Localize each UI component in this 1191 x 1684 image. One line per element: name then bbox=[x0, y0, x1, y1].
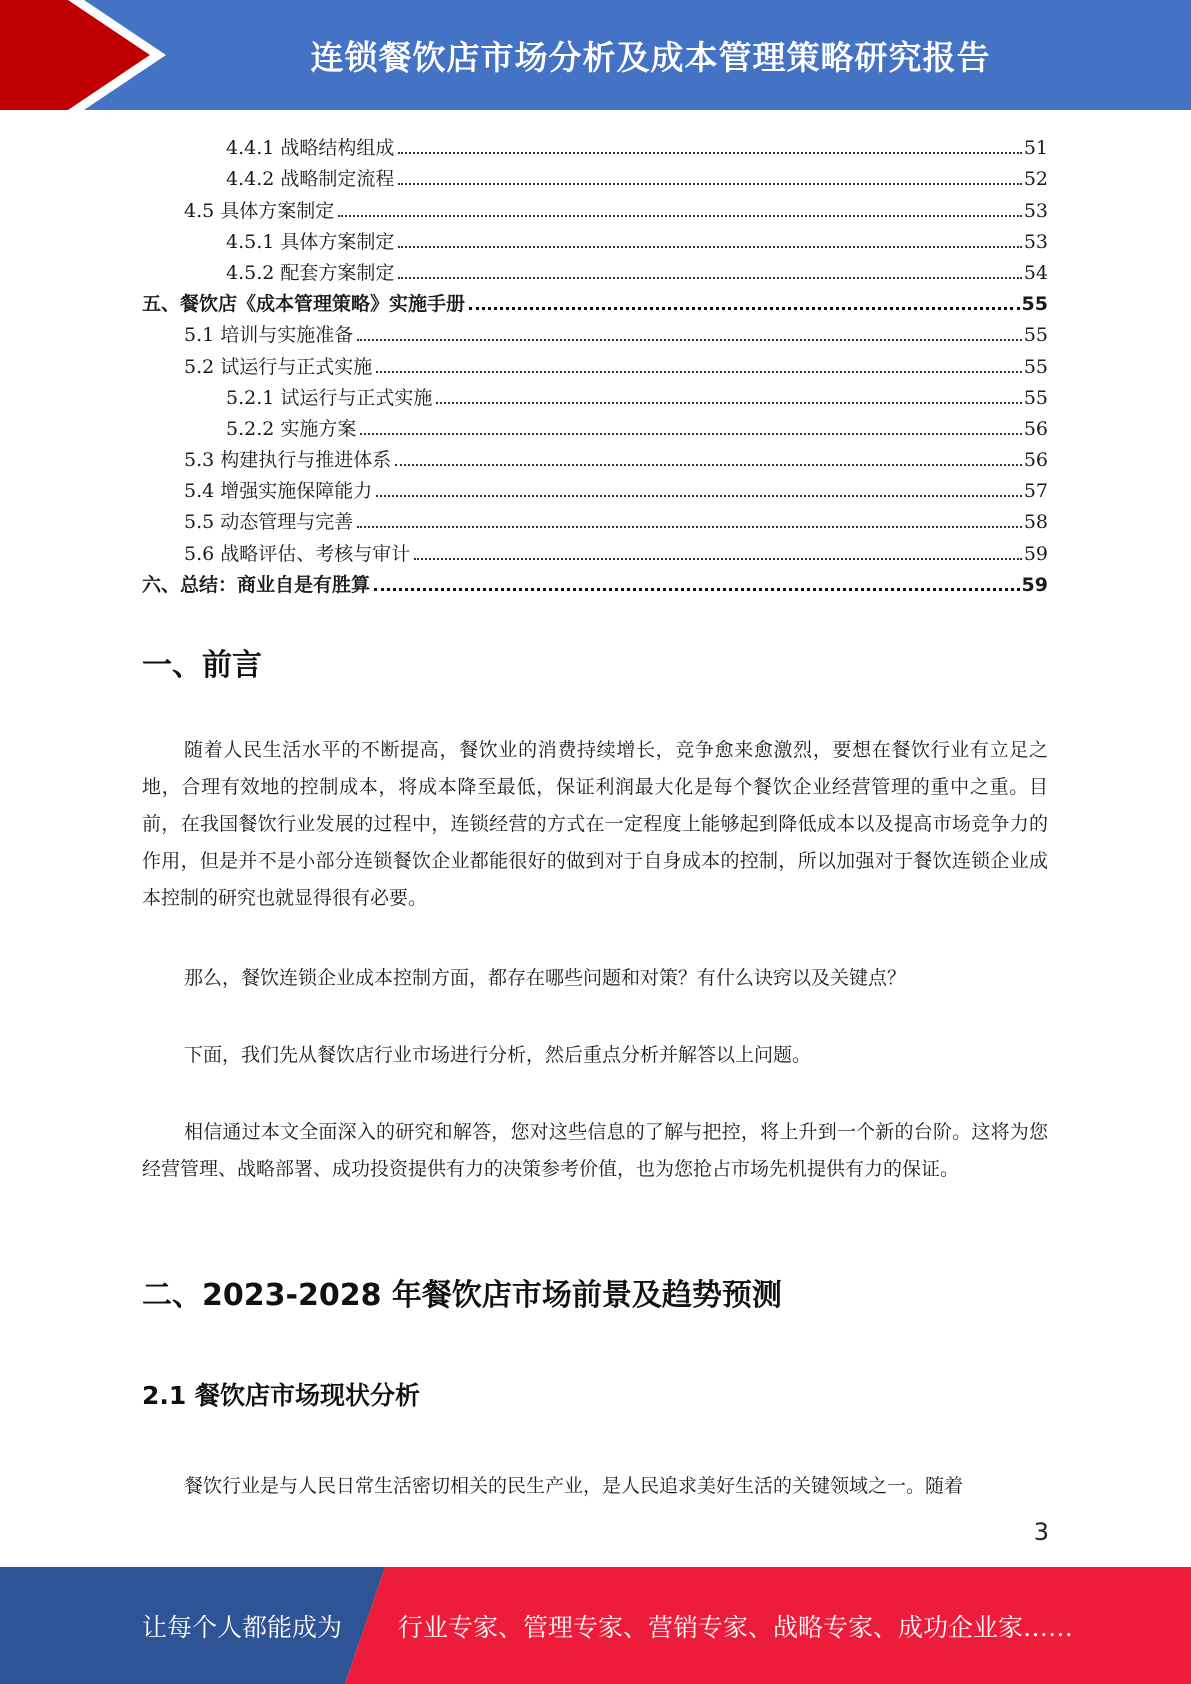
toc-entry-page: 51 bbox=[1023, 137, 1048, 160]
toc-entry-title: 5.4 增强实施保障能力 bbox=[184, 480, 373, 503]
toc-entry-title: 4.5.2 配套方案制定 bbox=[226, 261, 395, 284]
toc-entry[interactable] bbox=[142, 502, 1048, 533]
toc-entry-title: 5.2.2 实施方案 bbox=[226, 417, 357, 440]
preface-paragraph-4: 相信通过本文全面深入的研究和解答，您对这些信息的了解与把控，将上升到一个新的台阶。这将为您经营管理、战略部署、成功投资提供有力的决策参考价值，也为您抢占市场先机提供有力的保证。 bbox=[142, 1121, 1048, 1180]
toc-entry-page: 58 bbox=[1023, 511, 1048, 534]
preface-paragraph-2: 那么，餐饮连锁企业成本控制方面，都存在哪些问题和对策？有什么诀窍以及关键点？ bbox=[184, 967, 907, 989]
toc-entry[interactable] bbox=[142, 128, 1048, 159]
toc-dot-leader bbox=[436, 402, 1021, 404]
report-title: 连锁餐饮店市场分析及成本管理策略研究报告 bbox=[310, 37, 991, 77]
toc-entry-page: 55 bbox=[1023, 324, 1048, 347]
toc-entry-page: 55 bbox=[1021, 293, 1048, 316]
toc-entry-page: 56 bbox=[1023, 417, 1048, 440]
toc-entry-page: 59 bbox=[1023, 542, 1048, 565]
toc-dot-leader bbox=[376, 495, 1022, 497]
toc-entry-title: 5.3 构建执行与推进体系 bbox=[184, 449, 392, 472]
toc-entry[interactable] bbox=[142, 409, 1048, 440]
footer-slogan-right: 行业专家、管理专家、营销专家、战略专家、成功企业家…… bbox=[398, 1612, 1074, 1642]
toc-entry-page: 55 bbox=[1023, 386, 1048, 409]
toc-entry[interactable] bbox=[142, 565, 1048, 596]
toc-entry-page: 55 bbox=[1023, 355, 1048, 378]
header-banner bbox=[0, 0, 1191, 110]
toc-entry[interactable] bbox=[142, 471, 1048, 502]
toc-entry[interactable] bbox=[142, 378, 1048, 409]
toc-entry-page: 54 bbox=[1023, 261, 1048, 284]
section-2-1-heading: 2.1 餐饮店市场现状分析 bbox=[142, 1381, 420, 1410]
toc-entry[interactable] bbox=[142, 315, 1048, 346]
preface-paragraph-1: 随着人民生活水平的不断提高，餐饮业的消费持续增长，竞争愈来愈激烈，要想在餐饮行业有立足之地，合理有效地的控制成本，将成本降至最低，保证利润最大化是每个餐饮企业经营管理的重中之重。目前，在我国餐饮行业发展的过程中，连锁经营的方式在一定程度上能够起到降低成本以及提高市场竞争力的作用，但是并不是小部分连锁餐饮企业都能很好的做到对于自身成本的控制，所以加强对于餐饮连锁企业成本控制的研究也就显得很有必要。 bbox=[142, 739, 1048, 909]
toc-dot-leader bbox=[376, 371, 1022, 373]
toc-entry-title: 4.4.1 战略结构组成 bbox=[226, 137, 395, 160]
toc-entry-title: 4.5 具体方案制定 bbox=[184, 199, 335, 222]
toc-dot-leader bbox=[374, 588, 1020, 591]
toc-dot-leader bbox=[395, 464, 1022, 466]
preface-heading: 一、前言 bbox=[142, 648, 262, 683]
toc-entry-page: 57 bbox=[1023, 480, 1048, 503]
page-number: 3 bbox=[1033, 1518, 1049, 1546]
toc-entry-title: 5.6 战略评估、考核与审计 bbox=[184, 542, 411, 565]
toc-entry-title: 4.4.2 战略制定流程 bbox=[226, 168, 395, 191]
toc-entry[interactable] bbox=[142, 346, 1048, 377]
preface-paragraph-3: 下面，我们先从餐饮店行业市场进行分析，然后重点分析并解答以上问题。 bbox=[184, 1044, 812, 1066]
toc-dot-leader bbox=[414, 558, 1022, 560]
toc-entry[interactable] bbox=[142, 159, 1048, 190]
toc-entry-title: 4.5.1 具体方案制定 bbox=[226, 230, 395, 253]
toc-dot-leader bbox=[398, 183, 1021, 185]
toc-entry-page: 59 bbox=[1021, 573, 1048, 596]
toc-entry[interactable] bbox=[142, 284, 1048, 315]
footer-banner bbox=[0, 1567, 1191, 1684]
toc-dot-leader bbox=[469, 307, 1020, 310]
toc-entry[interactable] bbox=[142, 533, 1048, 564]
section-2-1-paragraph: 餐饮行业是与人民日常生活密切相关的民生产业，是人民追求美好生活的关键领域之一。随着 bbox=[184, 1475, 964, 1497]
toc-entry-page: 53 bbox=[1023, 199, 1048, 222]
toc-entry-page: 56 bbox=[1023, 449, 1048, 472]
toc-entry-title: 六、总结：商业自是有胜算 bbox=[142, 573, 371, 596]
toc-entry[interactable] bbox=[142, 222, 1048, 253]
toc-entry-page: 53 bbox=[1023, 230, 1048, 253]
toc-entry-title: 5.5 动态管理与完善 bbox=[184, 511, 354, 534]
toc-dot-leader bbox=[360, 433, 1021, 435]
toc-entry[interactable] bbox=[142, 440, 1048, 471]
table-of-contents bbox=[142, 128, 1048, 596]
toc-entry-title: 5.1 培训与实施准备 bbox=[184, 324, 354, 347]
toc-entry[interactable] bbox=[142, 253, 1048, 284]
footer-slogan-left: 让每个人都能成为 bbox=[142, 1612, 343, 1642]
toc-dot-leader bbox=[398, 246, 1021, 248]
toc-entry-title: 5.2.1 试运行与正式实施 bbox=[226, 386, 433, 409]
toc-entry-page: 52 bbox=[1023, 168, 1048, 191]
chapter-2-heading: 二、2023-2028 年餐饮店市场前景及趋势预测 bbox=[142, 1278, 782, 1313]
toc-dot-leader bbox=[398, 277, 1021, 279]
toc-dot-leader bbox=[338, 215, 1022, 217]
toc-entry-title: 5.2 试运行与正式实施 bbox=[184, 355, 373, 378]
toc-entry-title: 五、餐饮店《成本管理策略》实施手册 bbox=[142, 293, 466, 316]
toc-dot-leader bbox=[357, 526, 1022, 528]
toc-entry[interactable] bbox=[142, 190, 1048, 221]
toc-dot-leader bbox=[357, 339, 1022, 341]
toc-dot-leader bbox=[398, 152, 1021, 154]
